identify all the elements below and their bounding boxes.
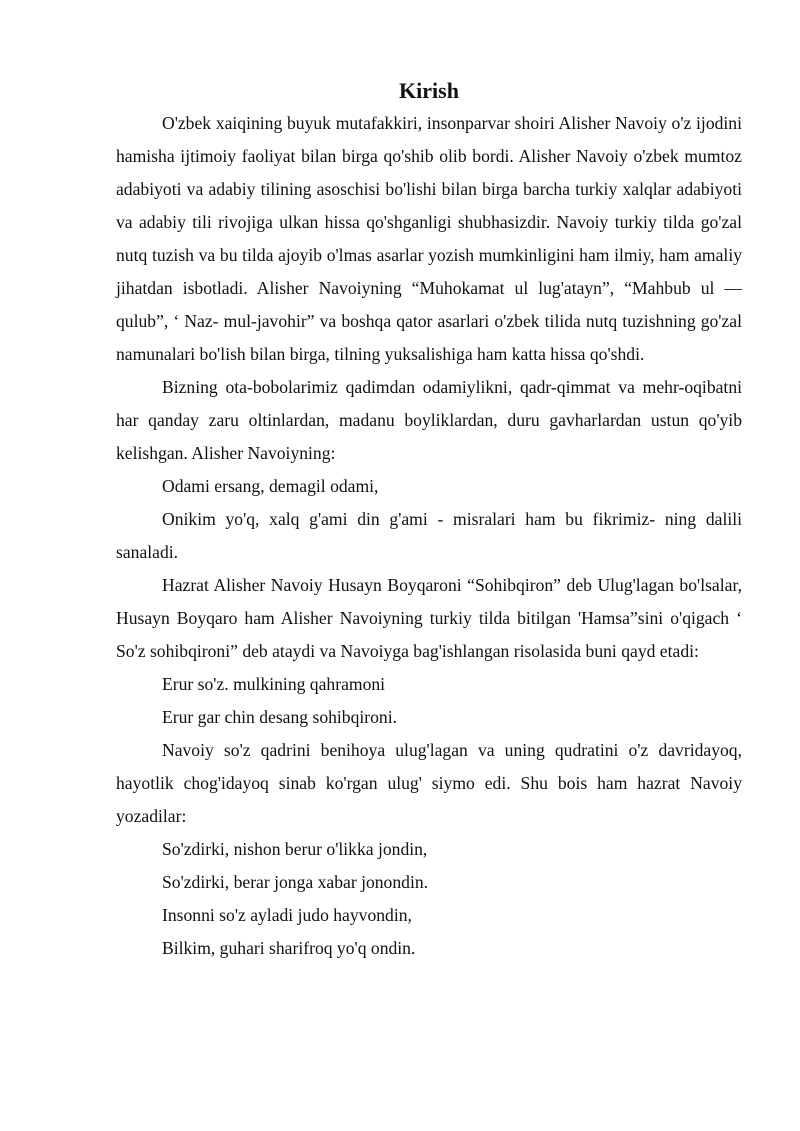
paragraph-sohibqiron: Hazrat Alisher Navoiy Husayn Boyqaroni “Sohibqiron” deb Ulug'lagan bo'lsalar, Husayn Boyqaro ham Alisher Navoiyning turkiy tilda bitilgan 'Hamsa”sini o'qigach ‘ So'z sohibqironi” deb ataydi va Navoiyga bag'ishlangan risolasida buni qayd etadi: [116,575,742,661]
verse-line: Erur so'z. mulkining qahramoni [162,674,386,694]
document-page [116,74,742,965]
paragraph-intro: O'zbek xaiqining buyuk mutafakkiri, insonparvar shoiri Alisher Navoiy o'z ijodini hamisha ijtimoiy faoliyat bilan birga qo'shib olib bordi. Alisher Navoiy o'zbek mumtoz adabiyoti va adabiy tilining asoschisi bo'lishi bilan birga barcha turkiy xalqlar adabiyoti va adabiy tili rivojiga ulkan hissa qo'shganligi shubhasizdir. Navoiy turkiy tilda go'zal nutq tuzish va bu tilda ajoyib o'lmas asarlar yozish mumkinligini ham ilmiy, ham amaliy jihatdan isbotladi. Alisher Navoiyning “Muhokamat ul lug'atayn”, “Mahbub ul — qulub”, ‘ Naz- mul-javohir” va boshqa qator asarlari o'zbek tilida nutq tuzishning go'zal namunalari bo'lish bilan birga, tilning yuksalishiga ham katta hissa qo'shdi. [116,113,742,364]
verse-line: So'zdirki, nishon berur o'likka jondin, [162,839,428,859]
verse-line: Odami ersang, demagil odami, [162,476,379,496]
document-title: Kirish [399,78,459,103]
paragraph-word-value: Navoiy so'z qadrini benihoya ulug'lagan va uning qudratini o'z davridayoq, hayotlik chog'idayoq sinab ko'rgan ulug' siymo edi. Shu bois ham hazrat Navoiy yozadilar: [116,740,742,826]
paragraph-ancestors: Bizning ota-bobolarimiz qadimdan odamiylikni, qadr-qimmat va mehr-oqibatni har qanday zaru oltinlardan, madanu boyliklardan, duru gavharlardan ustun qo'yib kelishgan. Alisher Navoiyning: [116,377,742,463]
verse-line: Insonni so'z ayladi judo hayvondin, [162,905,412,925]
verse-line: Erur gar chin desang sohibqironi. [162,707,398,727]
verse-line: Bilkim, guhari sharifroq yo'q ondin. [162,938,416,958]
verse-line: So'zdirki, berar jonga xabar jonondin. [162,872,429,892]
paragraph-verse-comment: Onikim yo'q, xalq g'ami din g'ami - misralari ham bu fikrimiz- ning dalili sanaladi. [116,509,742,562]
